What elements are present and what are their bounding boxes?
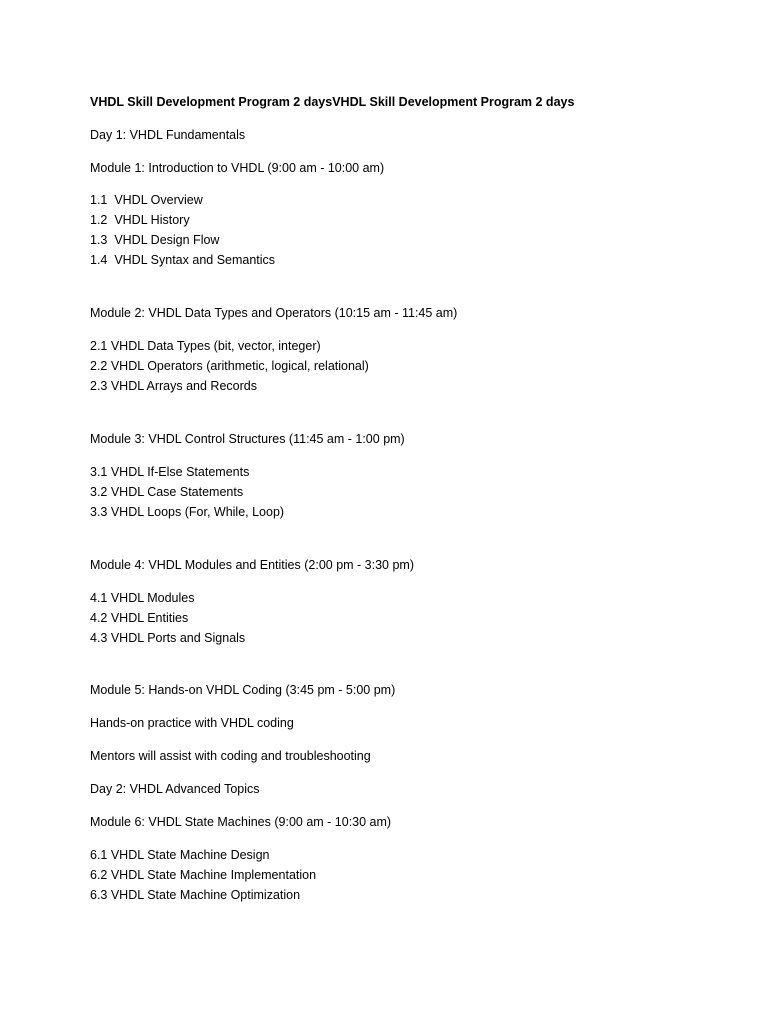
module2-item: 2.2 VHDL Operators (arithmetic, logical, relational) xyxy=(90,359,369,373)
module5-heading: Module 5: Hands-on VHDL Coding (3:45 pm - 5:00 pm) xyxy=(90,683,396,697)
document-title: VHDL Skill Development Program 2 daysVHDL Skill Development Program 2 days xyxy=(90,95,575,109)
module2-item: 2.1 VHDL Data Types (bit, vector, integer) xyxy=(90,339,321,353)
module1-item: 1.1 VHDL Overview xyxy=(90,193,203,207)
module6-item: 6.3 VHDL State Machine Optimization xyxy=(90,888,301,902)
module1-heading: Module 1: Introduction to VHDL (9:00 am - 10:00 am) xyxy=(90,161,385,175)
module5-item: Hands-on practice with VHDL coding xyxy=(90,716,294,730)
module4-heading: Module 4: VHDL Modules and Entities (2:00 pm - 3:30 pm) xyxy=(90,558,414,572)
module3-item: 3.2 VHDL Case Statements xyxy=(90,485,244,499)
module1-item: 1.2 VHDL History xyxy=(90,213,190,227)
module3-item: 3.1 VHDL If-Else Statements xyxy=(90,465,250,479)
module4-item: 4.3 VHDL Ports and Signals xyxy=(90,631,246,645)
module4-item: 4.2 VHDL Entities xyxy=(90,611,189,625)
module1-item: 1.3 VHDL Design Flow xyxy=(90,233,220,247)
module3-heading: Module 3: VHDL Control Structures (11:45 am - 1:00 pm) xyxy=(90,432,405,446)
module5-item: Mentors will assist with coding and troubleshooting xyxy=(90,749,371,763)
module3-item: 3.3 VHDL Loops (For, While, Loop) xyxy=(90,505,285,519)
module2-item: 2.3 VHDL Arrays and Records xyxy=(90,379,257,393)
module4-item: 4.1 VHDL Modules xyxy=(90,591,195,605)
module6-item: 6.1 VHDL State Machine Design xyxy=(90,848,270,862)
day1-heading: Day 1: VHDL Fundamentals xyxy=(90,128,246,142)
module6-item: 6.2 VHDL State Machine Implementation xyxy=(90,868,317,882)
module1-item: 1.4 VHDL Syntax and Semantics xyxy=(90,253,276,267)
module6-heading: Module 6: VHDL State Machines (9:00 am - 10:30 am) xyxy=(90,815,392,829)
module2-heading: Module 2: VHDL Data Types and Operators (10:15 am - 11:45 am) xyxy=(90,306,458,320)
day2-heading: Day 2: VHDL Advanced Topics xyxy=(90,782,260,796)
